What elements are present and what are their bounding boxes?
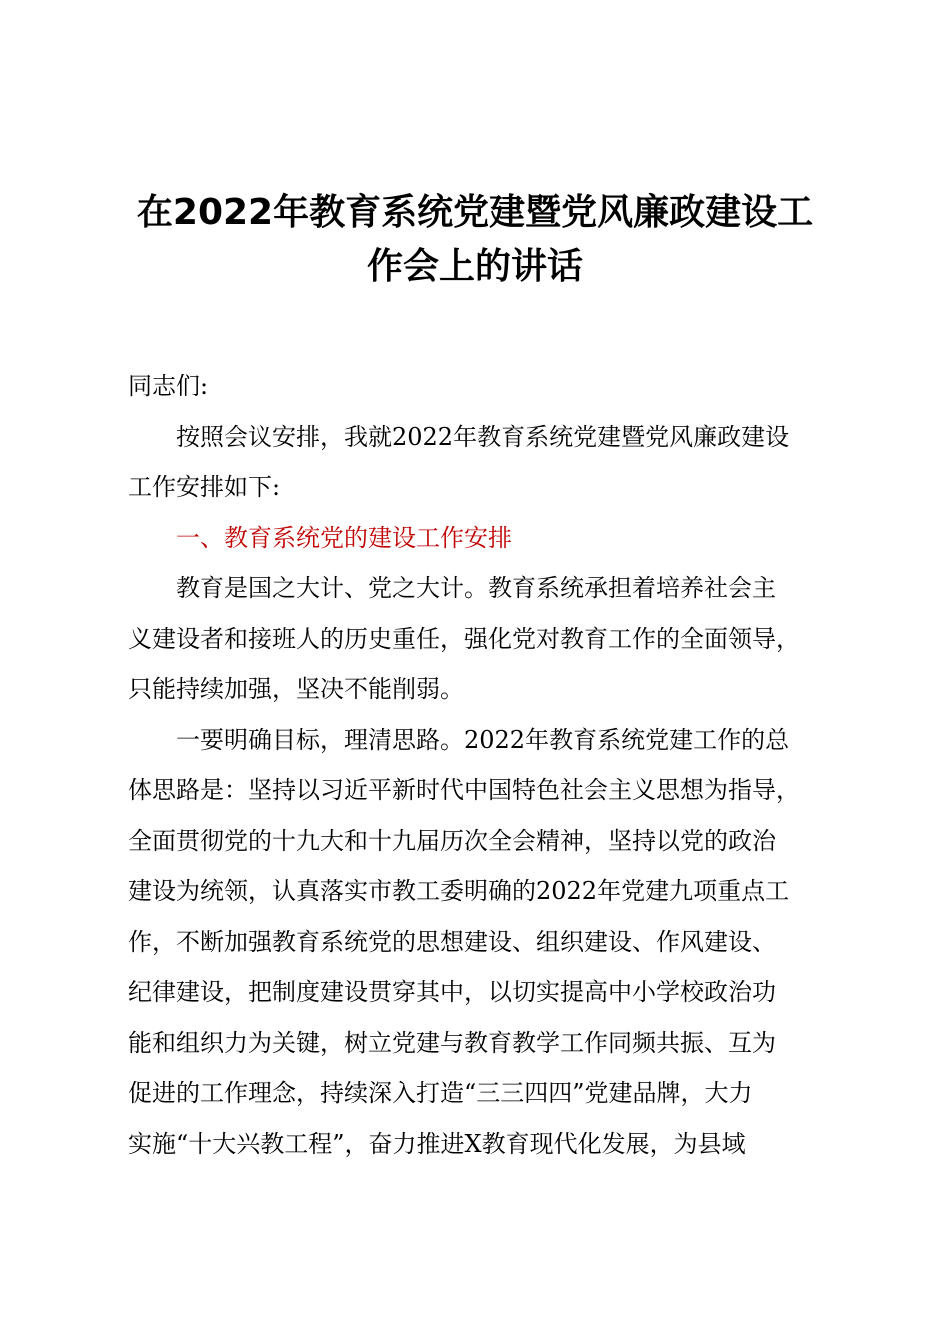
paragraph-line: 工作安排如下: <box>128 473 281 501</box>
title-line: 在2022年教育系统党建暨党风廉政建设工 <box>136 192 814 233</box>
paragraph-line: 能和组织力为关键，树立党建与教育教学工作同频共振、互为 <box>128 1028 776 1057</box>
paragraph-line: 作，不断加强教育系统党的思想建设、组织建设、作风建设、 <box>128 927 776 956</box>
salutation <box>128 361 828 412</box>
paragraph-line: 全面贯彻党的十九大和十九届历次全会精神，坚持以党的政治 <box>128 826 776 855</box>
paragraph-line: 促进的工作理念，持续深入打造“三三四四”党建品牌，大力 <box>128 1079 753 1107</box>
title-line: 作会上的讲话 <box>366 246 583 287</box>
paragraph-line: 只能持续加强，坚决不能削弱。 <box>128 675 464 703</box>
paragraph-line: 实施“十大兴教工程”，奋力推进X教育现代化发展，为县域 <box>128 1129 746 1158</box>
section-heading-text: 一、教育系统党的建设工作安排 <box>176 523 512 552</box>
paragraph-line: 体思路是：坚持以习近平新时代中国特色社会主义思想为指导， <box>128 776 800 804</box>
document-title <box>100 186 850 294</box>
salutation-text: 同志们: <box>128 372 209 400</box>
body-paragraph <box>128 715 828 1170</box>
paragraph-line: 建设为统领，认真落实市教工委明确的2022年党建九项重点工 <box>128 877 790 905</box>
paragraph-line: 一要明确目标，理清思路。2022年教育系统党建工作的总 <box>176 725 790 754</box>
paragraph-line: 纪律建设，把制度建设贯穿其中，以切实提高中小学校政治功 <box>128 978 776 1006</box>
paragraph-line: 按照会议安排，我就2022年教育系统党建暨党风廉政建设 <box>176 422 790 451</box>
paragraph-line: 教育是国之大计、党之大计。教育系统承担着培养社会主 <box>176 574 776 602</box>
intro-paragraph <box>128 412 828 513</box>
body-paragraph <box>128 563 828 715</box>
paragraph-line: 义建设者和接班人的历史重任，强化党对教育工作的全面领导， <box>128 624 800 653</box>
section-heading <box>128 513 828 564</box>
document-body <box>128 361 828 1169</box>
